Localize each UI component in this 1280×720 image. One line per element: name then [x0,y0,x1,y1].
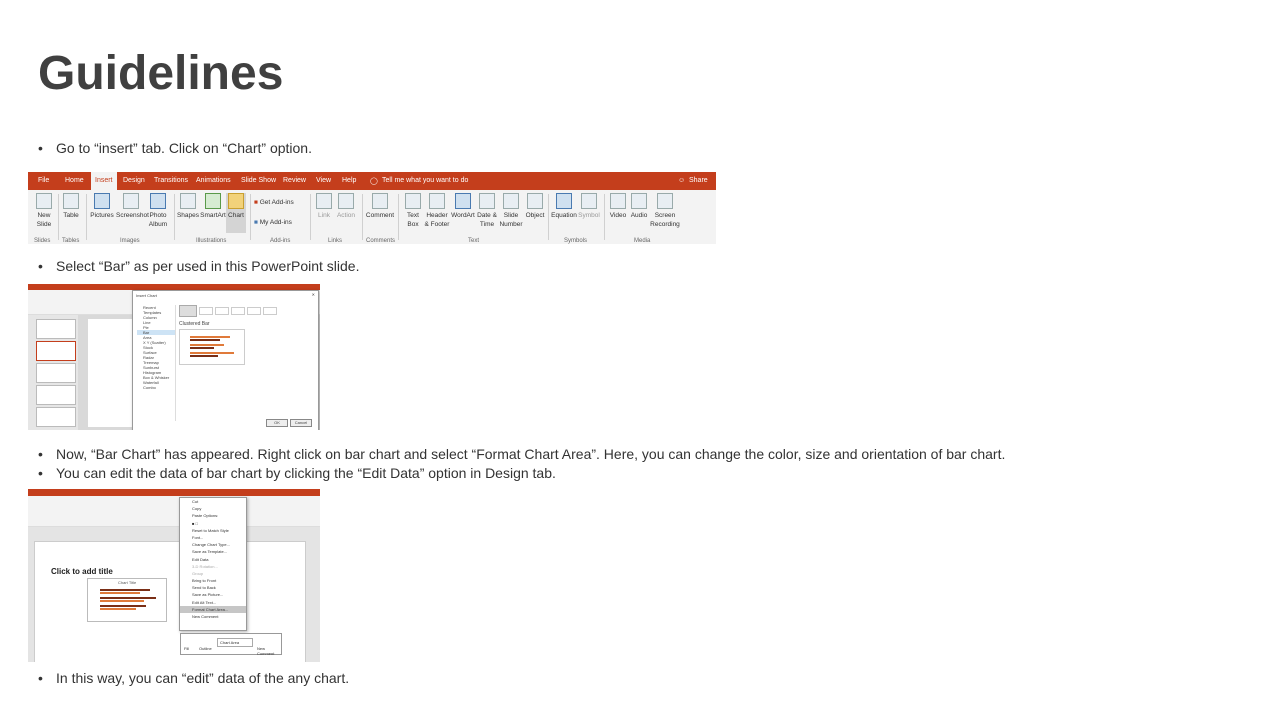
cancel-button: Cancel [290,419,312,427]
group-label-images: Images [120,238,140,244]
menu-item-3d-rotation: 3-D Rotation... [192,563,218,569]
group-label-comments: Comments [366,238,396,244]
photo-album-icon [150,193,166,209]
menu-item-paste-icons [180,520,246,527]
comment-icon [372,193,388,209]
insert-chart-screenshot [28,284,320,430]
new-slide-button: New Slide [32,193,56,229]
group-label-media: Media [634,238,651,244]
bullet-glyph: • [38,465,43,481]
wordart-button: WordArt [450,193,476,220]
chart-type-bar: Bar [137,330,175,335]
bullet-text: Select “Bar” as per used in this PowerPoint slide. [56,258,360,274]
object-button: Object [524,193,546,220]
slide-thumbnail [36,363,76,383]
chart-icon [228,193,244,209]
menu-item-group: Group [192,570,204,576]
tab-file: File [38,177,50,184]
symbol-button: Symbol [578,193,600,220]
wordart-icon [455,193,471,209]
page-title: Guidelines [38,47,284,100]
insert-chart-dialog [132,290,319,430]
group-label-text: Text [468,238,480,244]
audio-icon [631,193,647,209]
menu-item-paste-options: Paste Options: [192,513,219,519]
header-footer-button: Header & Footer [424,193,450,229]
table-icon [63,193,79,209]
share-button: Share [689,177,708,184]
slide-thumbnail [36,407,76,427]
shapes-icon [180,193,196,209]
mini-toolbar [180,633,282,655]
menu-item-reset: Reset to Match Style [192,527,229,533]
placeholder-title: Click to add title [51,567,113,576]
link-icon [316,193,332,209]
menu-item-edit-data: Edit Data [192,556,209,562]
pictures-button: Pictures [88,193,116,220]
subtype-label: Clustered Bar [179,321,210,327]
group-label-illustrations: Illustrations [196,238,227,244]
pictures-icon [94,193,110,209]
context-menu [179,497,247,631]
ribbon-tab-bar [28,172,716,190]
table-button: Table [60,193,82,220]
format-chart-area-screenshot [28,489,320,662]
chart-button: Chart [226,193,246,233]
menu-item-new-comment: New Comment [192,614,219,619]
fill-button: Fill [184,646,190,651]
tab-review: Review [283,177,306,184]
slide-thumbnail [36,385,76,405]
group-label-tables: Tables [62,238,80,244]
video-button: Video [608,193,628,220]
screen-recording-icon [657,193,673,209]
my-addins-button: ■ My Add-ins [254,219,292,226]
group-label-addins: Add-ins [270,238,291,244]
get-addins-button: ■ Get Add-ins [254,199,294,206]
bullet-glyph: • [38,670,43,686]
smartart-icon [205,193,221,209]
insert-ribbon-screenshot [28,172,716,244]
menu-item-save-template: Save as Template... [192,549,228,555]
chart-preview [179,329,245,365]
menu-item-change-chart-type: Change Chart Type... [192,542,230,548]
tab-insert: Insert [91,172,117,190]
header-footer-icon [429,193,445,209]
menu-item-font: Font... [192,534,204,540]
tab-animations: Animations [196,177,231,184]
chart-type-list: Recent Templates Column Line Pie Bar Area X Y (Scatter) Stock Surface Radar Treemap Sunburst Histogram Box & Whisker Waterfall Combo [137,305,176,421]
menu-item-copy: Copy [192,506,202,512]
symbol-icon [581,193,597,209]
tab-view: View [316,177,332,184]
share-icon: ☺ [678,177,686,184]
menu-item-cut: Cut [192,499,199,504]
link-button: Link [314,193,334,220]
new-comment-button: New Comment [257,646,275,656]
slide-thumbnail [36,319,76,339]
photo-album-button: Photo Album [146,193,170,229]
paste-icon: ■ □ [192,520,198,526]
dialog-title: Insert Chart [136,293,157,298]
date-time-icon [479,193,495,209]
bar-chart-object [87,578,167,622]
menu-item-format-chart-area: Format Chart Area... [180,606,246,613]
equation-button: Equation [550,193,578,220]
menu-item-edit-alt-text: Edit Alt Text... [192,599,217,605]
slide-thumbnail-pane [28,315,78,430]
slide-number-icon [503,193,519,209]
screenshot-button: Screenshot [116,193,146,220]
slide-number-button: Slide Number [498,193,524,229]
action-icon [338,193,354,209]
slide-thumbnail [36,341,76,361]
object-icon [527,193,543,209]
screen-recording-button: Screen Recording [650,193,680,229]
menu-item-send-back: Send to Back [192,585,216,591]
ok-button: OK [266,419,288,427]
addins-icon: ■ [254,219,258,226]
screenshot-icon [123,193,139,209]
bullet-glyph: • [38,140,43,156]
tell-me-box: Tell me what you want to do [382,177,469,184]
tab-design: Design [123,177,145,184]
new-slide-icon [36,193,52,209]
bullet-glyph: • [38,446,43,462]
shapes-button: Shapes [176,193,200,220]
group-label-links: Links [328,238,343,244]
group-label-symbols: Symbols [564,238,588,244]
tab-home: Home [65,177,84,184]
text-box-icon [405,193,421,209]
chart-title: Chart Title [118,580,137,585]
menu-item-save-picture: Save as Picture... [192,592,224,598]
bullet-text: Now, “Bar Chart” has appeared. Right click on bar chart and select “Format Chart Area”. Here, you can change the color, size and orientation of bar chart. [56,446,1006,462]
action-button: Action [334,193,358,220]
video-icon [610,193,626,209]
lightbulb-icon: ◯ [370,178,378,185]
text-box-button: Text Box [402,193,424,229]
group-label-slides: Slides [34,238,51,244]
audio-button: Audio [628,193,650,220]
bullet-text: In this way, you can “edit” data of the any chart. [56,670,350,686]
equation-icon [556,193,572,209]
date-time-button: Date & Time [476,193,498,229]
chart-area-select: Chart Area [217,638,253,647]
ribbon-body [28,190,716,244]
bullet-text: Go to “insert” tab. Click on “Chart” option. [56,140,312,156]
tab-transitions: Transitions [154,177,188,184]
bullet-glyph: • [38,258,43,274]
smartart-button: SmartArt [200,193,226,220]
bullet-text: You can edit the data of bar chart by clicking the “Edit Data” option in Design tab. [56,465,556,481]
store-icon: ■ [254,199,258,206]
close-icon: ✕ [311,292,315,297]
tab-help: Help [342,177,357,184]
subtype-clustered-bar [179,305,197,317]
menu-item-bring-front: Bring to Front [192,578,217,584]
comment-button: Comment [364,193,396,220]
tab-slide-show: Slide Show [241,177,277,184]
outline-button: Outline [199,646,212,651]
